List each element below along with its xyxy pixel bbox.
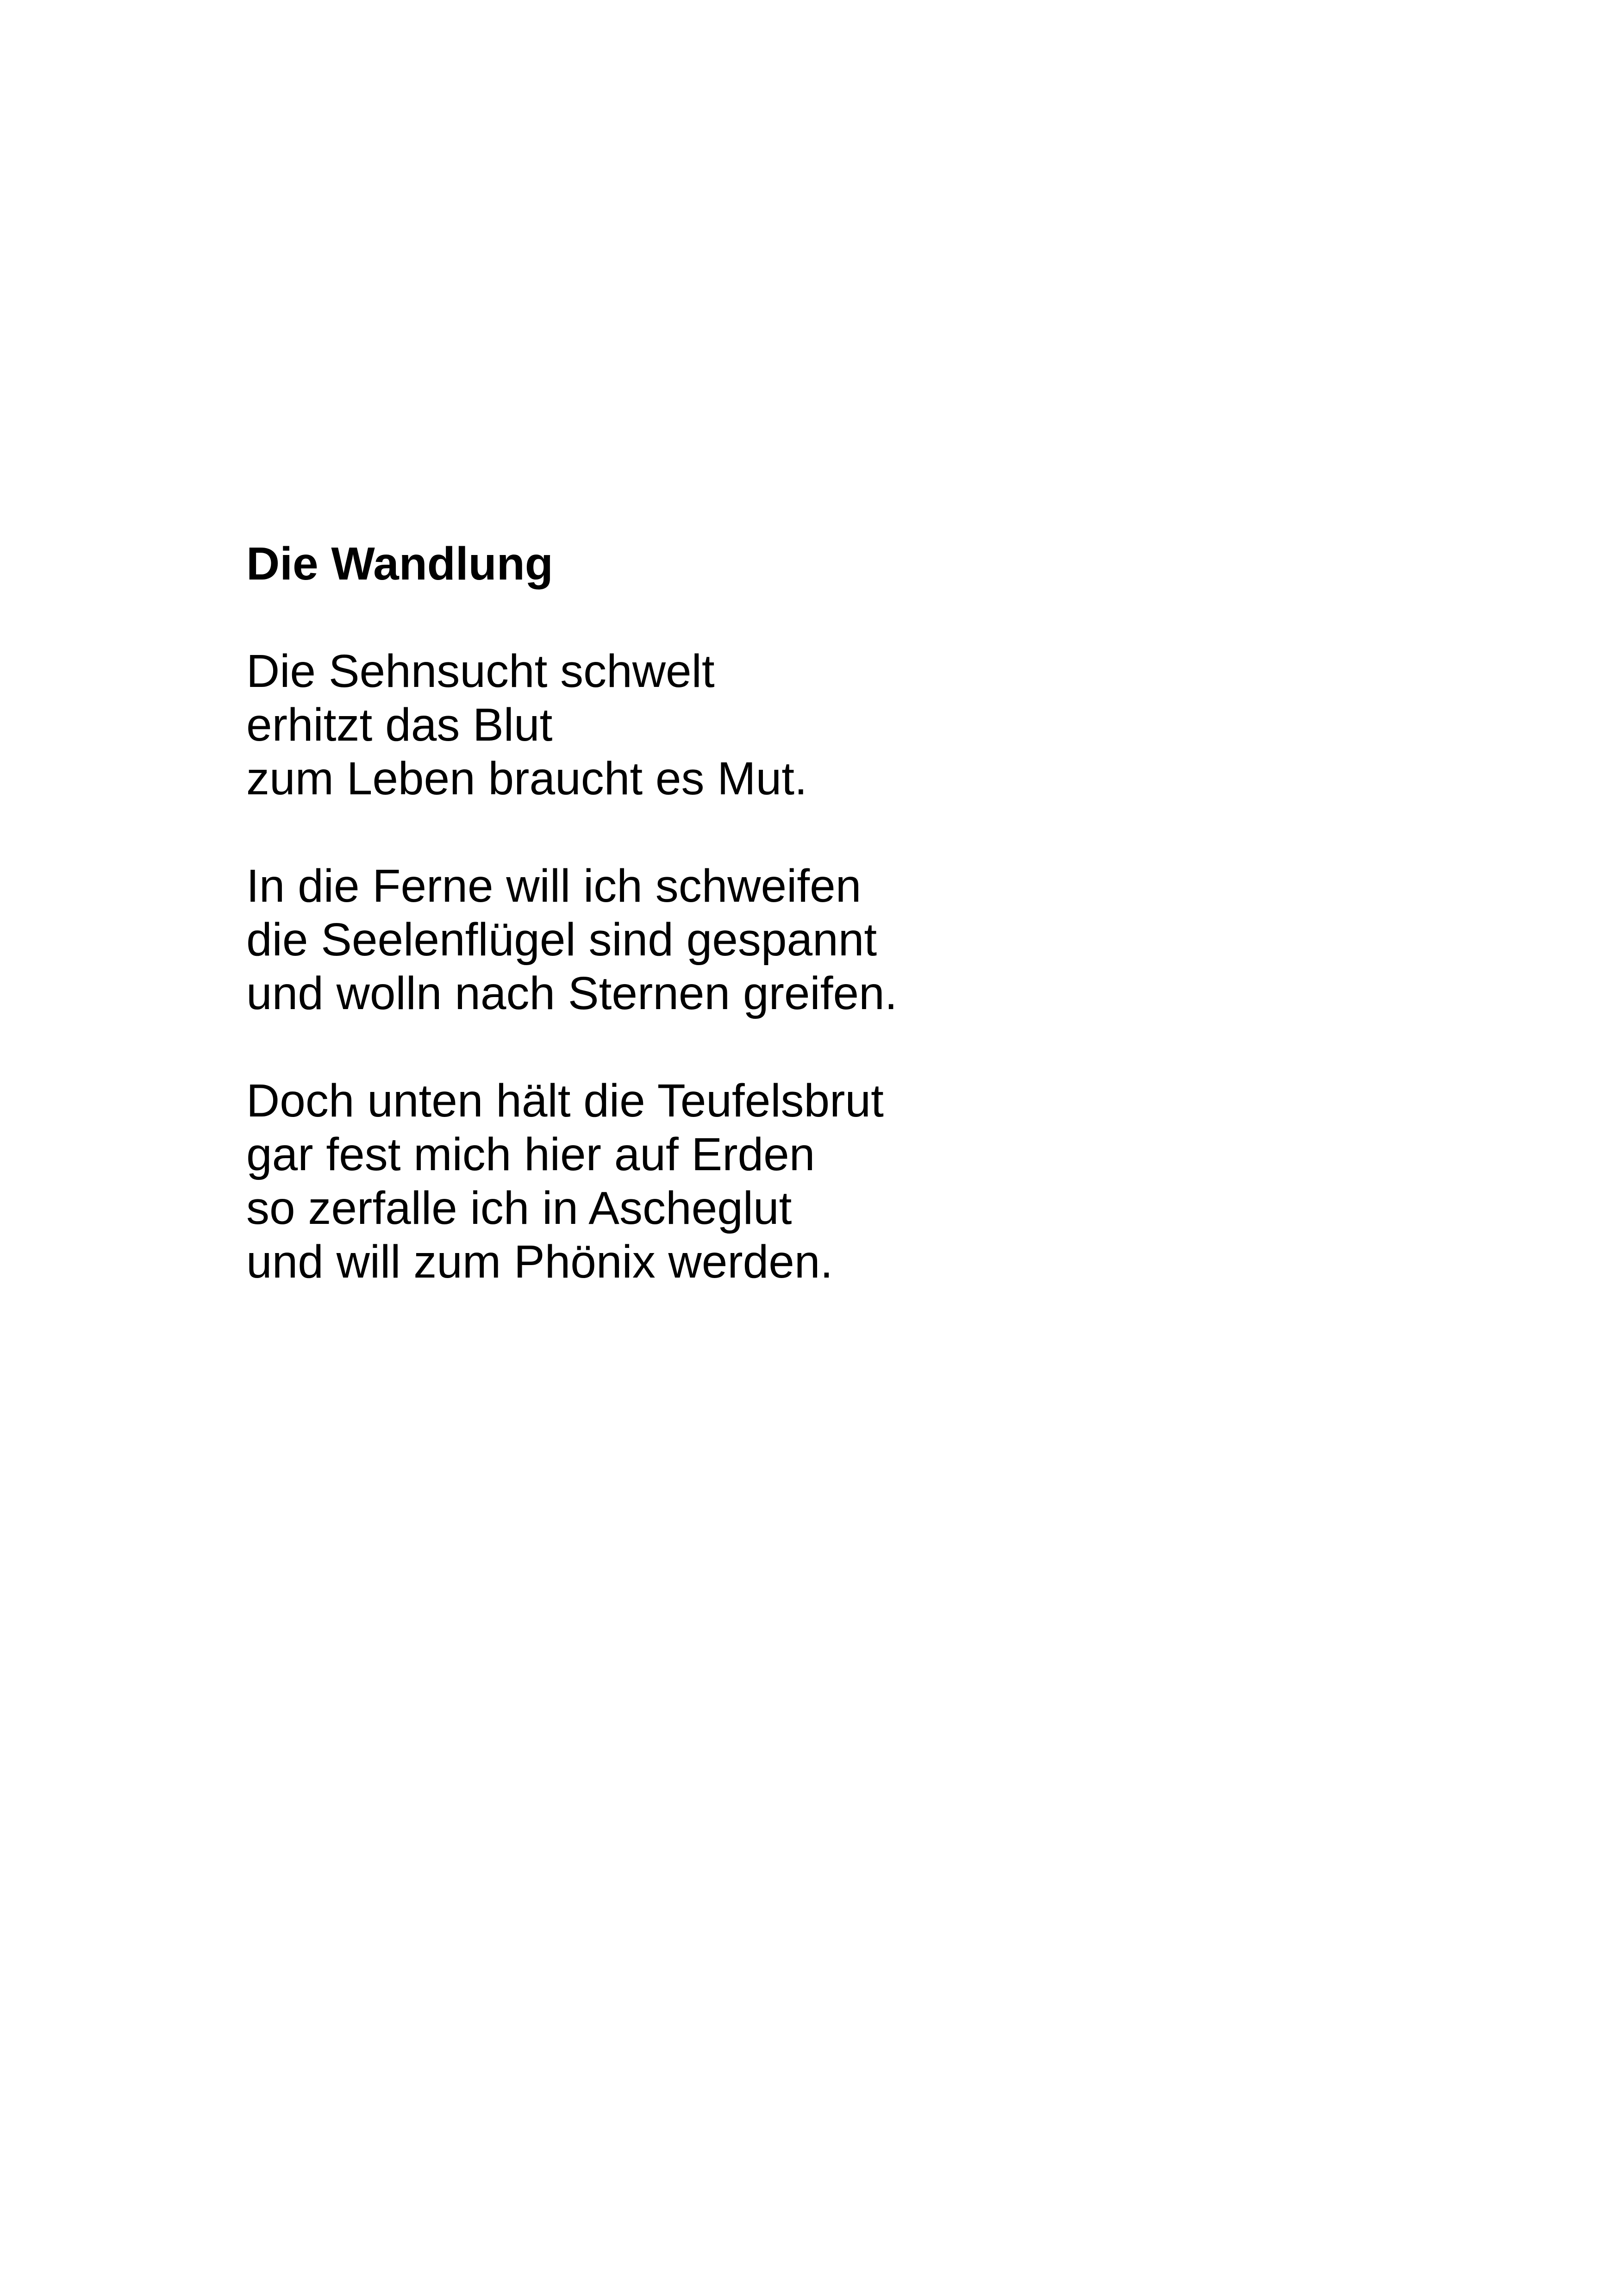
stanza-2 bbox=[246, 859, 1357, 1020]
stanza-3 bbox=[246, 1074, 1357, 1289]
poem-title: Die Wandlung bbox=[246, 538, 553, 590]
verse-line: Doch unten hält die Teufelsbrut bbox=[246, 1075, 884, 1127]
verse-line: zum Leben braucht es Mut. bbox=[246, 753, 807, 804]
verse-line: In die Ferne will ich schweifen bbox=[246, 860, 862, 912]
verse-line: Die Sehnsucht schwelt bbox=[246, 645, 715, 697]
verse-line: gar fest mich hier auf Erden bbox=[246, 1129, 815, 1180]
verse-line: die Seelenflügel sind gespannt bbox=[246, 914, 877, 966]
verse-line: und will zum Phönix werden. bbox=[246, 1236, 833, 1288]
verse-line: so zerfalle ich in Ascheglut bbox=[246, 1182, 792, 1234]
verse-line: und wolln nach Sternen greifen. bbox=[246, 967, 898, 1019]
poem bbox=[246, 537, 1357, 1289]
stanza-1 bbox=[246, 644, 1357, 805]
verse-line: erhitzt das Blut bbox=[246, 699, 553, 751]
